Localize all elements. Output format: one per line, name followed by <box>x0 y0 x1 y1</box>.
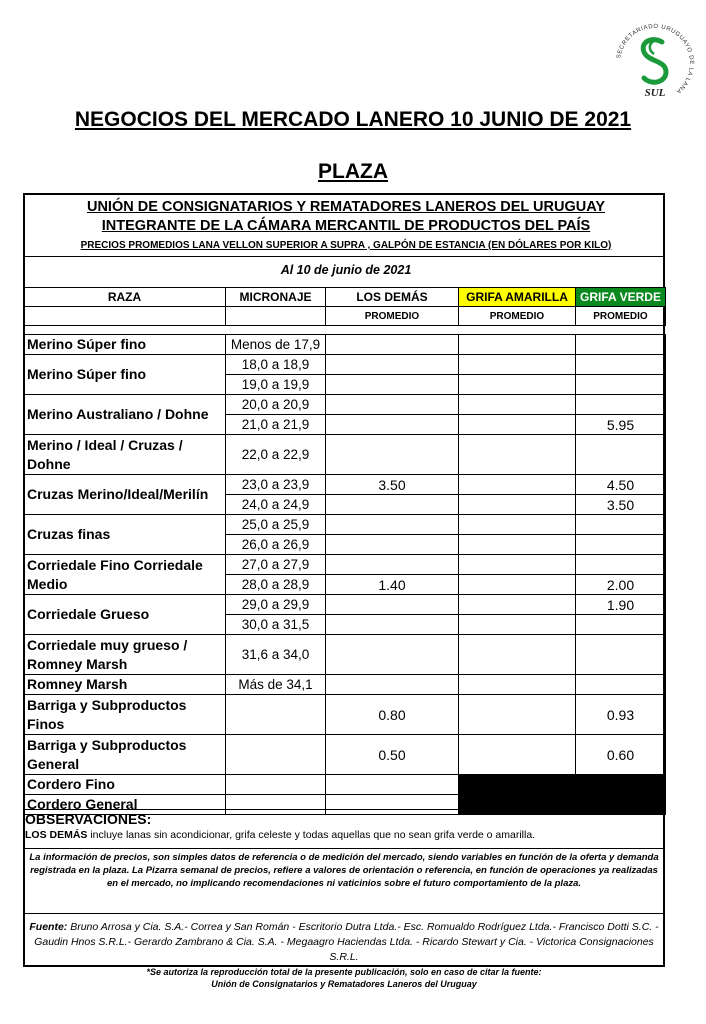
grifa-amarilla-cell <box>459 395 576 415</box>
logo-mark: SUL <box>644 87 666 99</box>
col-header-raza: RAZA <box>24 288 226 307</box>
report-date: Al 10 de junio de 2021 <box>280 263 412 277</box>
grifa-verde-cell <box>576 515 666 535</box>
micronaje-cell: 28,0 a 28,9 <box>226 575 326 595</box>
observaciones-text: incluye lanas sin acondicionar, grifa celeste y todas aquellas que no sean grifa verde o amarilla. <box>87 829 536 841</box>
table-row <box>24 595 666 615</box>
los-demas-cell: 1.40 <box>326 575 459 595</box>
grifa-amarilla-cell <box>459 435 576 475</box>
table-row <box>24 355 666 375</box>
raza-cell: Barriga y Subproductos General <box>24 735 226 775</box>
los-demas-cell <box>326 555 459 575</box>
grifa-amarilla-cell <box>459 675 576 695</box>
micronaje-cell: 19,0 a 19,9 <box>226 375 326 395</box>
observaciones-lead: LOS DEMÁS <box>25 829 88 841</box>
subheader-promedio: PROMEDIO <box>326 307 459 326</box>
raza-cell: Barriga y Subproductos Finos <box>24 695 226 735</box>
micronaje-cell: 18,0 a 18,9 <box>226 355 326 375</box>
fuente-label: Fuente: <box>29 921 68 933</box>
micronaje-cell: 26,0 a 26,9 <box>226 535 326 555</box>
table-row <box>24 675 666 695</box>
grifa-amarilla-cell <box>459 635 576 675</box>
micronaje-cell: Menos de 17,9 <box>226 335 326 355</box>
grifa-amarilla-cell <box>459 475 576 495</box>
los-demas-cell <box>326 335 459 355</box>
table-row <box>24 635 666 675</box>
grifa-amarilla-cell <box>459 355 576 375</box>
grifa-verde-cell <box>576 435 666 475</box>
raza-cell: Corriedale muy grueso / Romney Marsh <box>24 635 226 675</box>
fuente <box>25 920 663 965</box>
subheader-promedio: PROMEDIO <box>576 307 666 326</box>
los-demas-cell <box>326 615 459 635</box>
los-demas-cell <box>326 415 459 435</box>
table-row <box>24 515 666 535</box>
col-header-micronaje: MICRONAJE <box>226 288 326 307</box>
micronaje-cell: Más de 34,1 <box>226 675 326 695</box>
micronaje-cell: 29,0 a 29,9 <box>226 595 326 615</box>
los-demas-cell <box>326 675 459 695</box>
grifa-verde-cell <box>576 355 666 375</box>
micronaje-cell: 22,0 a 22,9 <box>226 435 326 475</box>
los-demas-cell <box>326 535 459 555</box>
table-row <box>24 475 666 495</box>
autoriza-line-2: Unión de Consignatarios y Rematadores Laneros del Uruguay <box>211 979 477 989</box>
grifa-verde-cell <box>576 615 666 635</box>
los-demas-cell <box>326 435 459 475</box>
grifa-amarilla-cell <box>459 335 576 355</box>
raza-cell: Merino Australiano / Dohne <box>24 395 226 435</box>
micronaje-cell: 21,0 a 21,9 <box>226 415 326 435</box>
grifa-verde-cell <box>576 635 666 675</box>
raza-cell: Cordero General <box>24 795 226 815</box>
page-title: NEGOCIOS DEL MERCADO LANERO 10 JUNIO DE 2021 <box>74 108 632 131</box>
micronaje-cell: 30,0 a 31,5 <box>226 615 326 635</box>
table-row <box>24 395 666 415</box>
los-demas-cell <box>326 635 459 675</box>
grifa-amarilla-cell <box>459 555 576 575</box>
grifa-verde-cell: 1.90 <box>576 595 666 615</box>
table-row <box>24 735 666 775</box>
grifa-amarilla-cell <box>459 615 576 635</box>
logo-ring-text: SECRETARIADO URUGUAYO DE LA LANA <box>616 23 695 95</box>
grifa-amarilla-cell <box>459 375 576 395</box>
grifa-amarilla-cell <box>459 515 576 535</box>
micronaje-cell: 20,0 a 20,9 <box>226 395 326 415</box>
grifa-amarilla-cell <box>459 415 576 435</box>
micronaje-cell <box>226 775 326 795</box>
autoriza <box>25 966 663 990</box>
grifa-verde-cell <box>576 535 666 555</box>
raza-cell: Merino Súper fino <box>24 335 226 355</box>
raza-cell: Cruzas finas <box>24 515 226 555</box>
grifa-amarilla-cell <box>459 735 576 775</box>
grifa-verde-cell <box>576 375 666 395</box>
subheader-promedio: PROMEDIO <box>459 307 576 326</box>
observaciones-title: OBSERVACIONES: <box>25 811 152 827</box>
micronaje-cell: 31,6 a 34,0 <box>226 635 326 675</box>
los-demas-cell <box>326 495 459 515</box>
los-demas-cell <box>326 595 459 615</box>
table-row <box>24 435 666 475</box>
header-line-1: UNIÓN DE CONSIGNATARIOS Y REMATADORES LANEROS DEL URUGUAY <box>86 199 606 215</box>
grifa-verde-cell: 0.93 <box>576 695 666 735</box>
table-row <box>24 335 666 355</box>
table-row <box>24 695 666 735</box>
raza-cell: Cruzas Merino/Ideal/Merilín <box>24 475 226 515</box>
raza-cell: Corriedale Fino Corriedale Medio <box>24 555 226 595</box>
micronaje-cell: 27,0 a 27,9 <box>226 555 326 575</box>
table-row <box>24 555 666 575</box>
grifa-verde-cell: 3.50 <box>576 495 666 515</box>
raza-cell: Corriedale Grueso <box>24 595 226 635</box>
grifa-verde-cell: 0.60 <box>576 735 666 775</box>
grifa-verde-cell: 4.50 <box>576 475 666 495</box>
raza-cell: Romney Marsh <box>24 675 226 695</box>
micronaje-cell: 23,0 a 23,9 <box>226 475 326 495</box>
col-header-los-demas: LOS DEMÁS <box>326 288 459 307</box>
page-subtitle: PLAZA <box>318 160 388 183</box>
grifa-amarilla-cell <box>459 595 576 615</box>
grifa-verde-cell: 2.00 <box>576 575 666 595</box>
micronaje-cell <box>226 695 326 735</box>
price-table <box>23 287 666 815</box>
raza-cell: Merino Súper fino <box>24 355 226 395</box>
fuente-text: Bruno Arrosa y Cia. S.A.- Correa y San Román - Escritorio Dutra Ltda.- Esc. Romualdo Rodríguez Ltda.- Francisco Dotti S.C. - Gaudin Hnos S.R.L.- Gerardo Zambrano & Cia. S.A. - Megaagro Haciendas Ltda. - Ricardo Stewart y Cia. - Victorica Consignaciones S.R.L. <box>34 921 659 963</box>
col-header-grifa-amarilla: GRIFA AMARILLA <box>459 288 576 307</box>
grifa-verde-cell <box>576 675 666 695</box>
header-line-2: INTEGRANTE DE LA CÁMARA MERCANTIL DE PRODUCTOS DEL PAÍS <box>101 218 591 234</box>
grifa-verde-cell <box>576 555 666 575</box>
los-demas-cell <box>326 775 459 795</box>
raza-cell: Merino / Ideal / Cruzas / Dohne <box>24 435 226 475</box>
micronaje-cell: 24,0 a 24,9 <box>226 495 326 515</box>
micronaje-cell: 25,0 a 25,9 <box>226 515 326 535</box>
grifa-amarilla-cell <box>459 575 576 595</box>
observaciones <box>25 811 663 841</box>
autoriza-line-1: *Se autoriza la reproducción total de la presente publicación, solo en caso de citar la fuente: <box>146 967 542 977</box>
los-demas-cell: 0.50 <box>326 735 459 775</box>
table-row <box>24 775 666 795</box>
sul-logo <box>612 20 698 106</box>
grifa-amarilla-cell <box>459 695 576 735</box>
los-demas-cell: 3.50 <box>326 475 459 495</box>
col-header-grifa-verde: GRIFA VERDE <box>576 288 666 307</box>
grifa-verde-cell: 5.95 <box>576 415 666 435</box>
grifa-verde-cell <box>576 395 666 415</box>
info-disclaimer: La información de precios, son simples datos de referencia o de medición del mercado, siendo variables en función de la oferta y demanda registrada en la plaza. La Pizarra semanal de precios, refiere a valores de orientación o referencia, en función de operaciones ya realizadas en el mercado, no implicando recomendaciones ni vaticinios sobre el futuro comportamiento de la plaza. <box>29 852 659 889</box>
los-demas-cell <box>326 395 459 415</box>
micronaje-cell <box>226 735 326 775</box>
header-line-3: PRECIOS PROMEDIOS LANA VELLON SUPERIOR A SUPRA , GALPÓN DE ESTANCIA (EN DÓLARES POR KILO) <box>80 240 612 251</box>
los-demas-cell <box>326 375 459 395</box>
raza-cell: Cordero Fino <box>24 775 226 795</box>
grifa-amarilla-cell <box>459 495 576 515</box>
grifa-amarilla-cell <box>459 535 576 555</box>
grifa-verde-cell <box>576 335 666 355</box>
los-demas-cell <box>326 515 459 535</box>
los-demas-cell: 0.80 <box>326 695 459 735</box>
los-demas-cell <box>326 355 459 375</box>
